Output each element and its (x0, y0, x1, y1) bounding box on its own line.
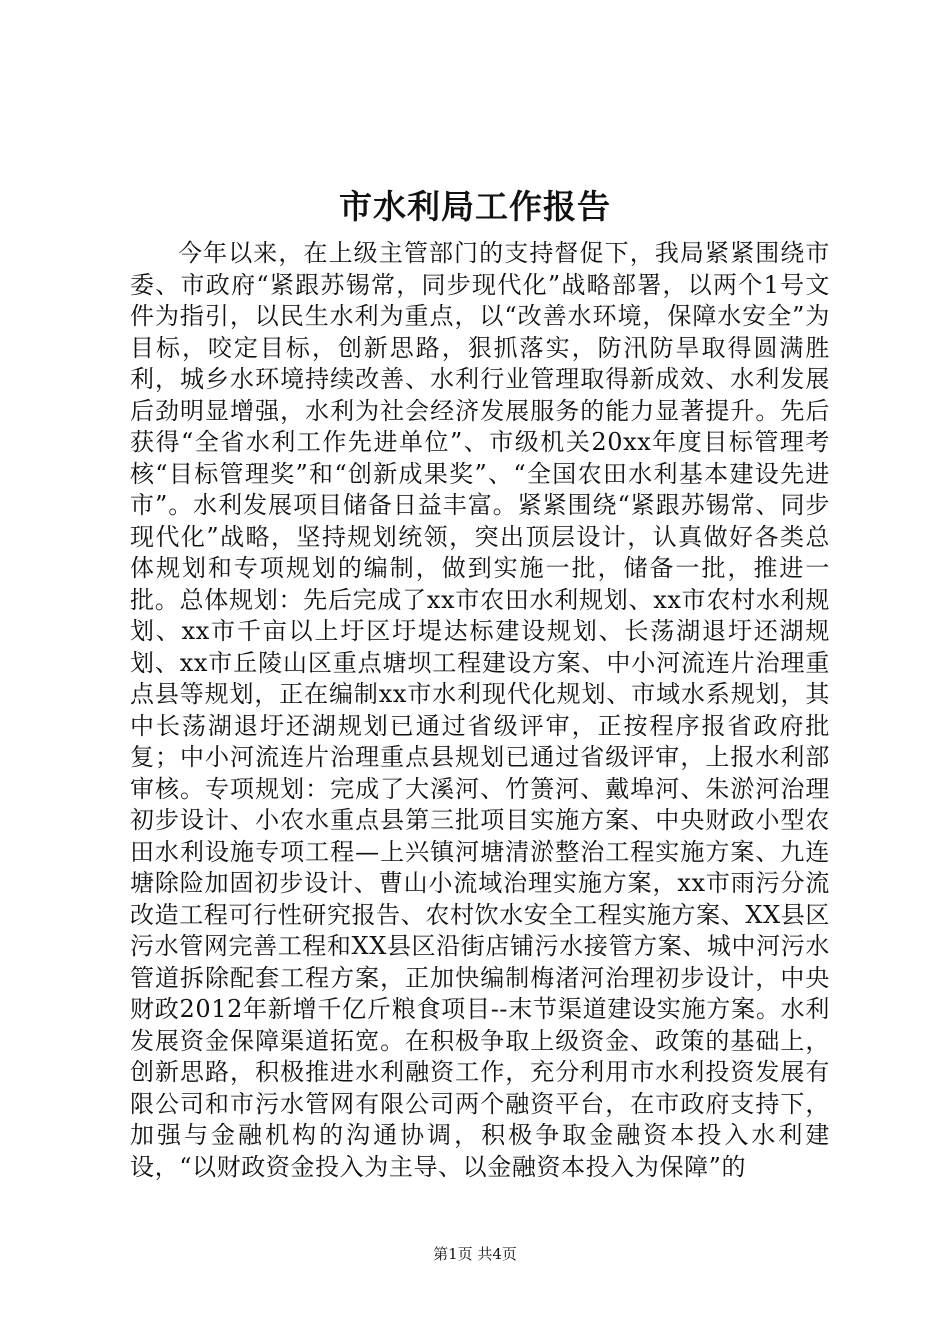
document-title: 市水利局工作报告 (339, 187, 611, 226)
page-indicator: 第1页 共4页 (433, 1245, 517, 1263)
body-paragraph: 今年以来，在上级主管部门的支持督促下，我局紧紧围绕市委、市政府“紧跟苏锡常，同步现代化”战略部署，以两个1号文件为指引，以民生水利为重点，以“改善水环境，保障水安全”为目标，咬定目标，创新思路，狠抓落实，防汛防旱取得圆满胜利，城乡水环境持续改善、水利行业管理取得新成效、水利发展后劲明显增强，水利为社会经济发展服务的能力显著提升。先后获得“全省水利工作先进单位”、市级机关20xx年度目标管理考核“目标管理奖”和“创新成果奖”、“全国农田水利基本建设先进市”。水利发展项目储备日益丰富。紧紧围绕“紧跟苏锡常、同步现代化”战略，坚持规划统领，突出顶层设计，认真做好各类总体规划和专项规划的编制，做到实施一批，储备一批，推进一批。总体规划：先后完成了xx市农田水利规划、xx市农村水利规划、xx市千亩以上圩区圩堤达标建设规划、长荡湖退圩还湖规划、xx市丘陵山区重点塘坝工程建设方案、中小河流连片治理重点县等规划，正在编制xx市水利现代化规划、市域水系规划，其中长荡湖退圩还湖规划已通过省级评审，正按程序报省政府批复；中小河流连片治理重点县规划已通过省级评审，上报水利部审核。专项规划：完成了大溪河、竹箦河、戴埠河、朱淤河治理初步设计、小农水重点县第三批项目实施方案、中央财政小型农田水利设施专项工程—上兴镇河塘清淤整治工程实施方案、九连塘除险加固初步设计、曹山小流域治理实施方案，xx市雨污分流改造工程可行性研究报告、农村饮水安全工程实施方案、XX县区污水管网完善工程和XX县区沿街店铺污水接管方案、城中河污水管道拆除配套工程方案，正加快编制梅渚河治理初步设计，中央财政2012年新增千亿斤粮食项目--末节渠道建设实施方案。水利发展资金保障渠道拓宽。在积极争取上级资金、政策的基础上，创新思路，积极推进水利融资工作，充分利用市水利投资发展有限公司和市污水管网有限公司两个融资平台，在市政府支持下，加强与金融机构的沟通协调，积极争取金融资本投入水利建设，“以财政资金投入为主导、以金融资本投入为保障”的 (130, 239, 830, 1181)
